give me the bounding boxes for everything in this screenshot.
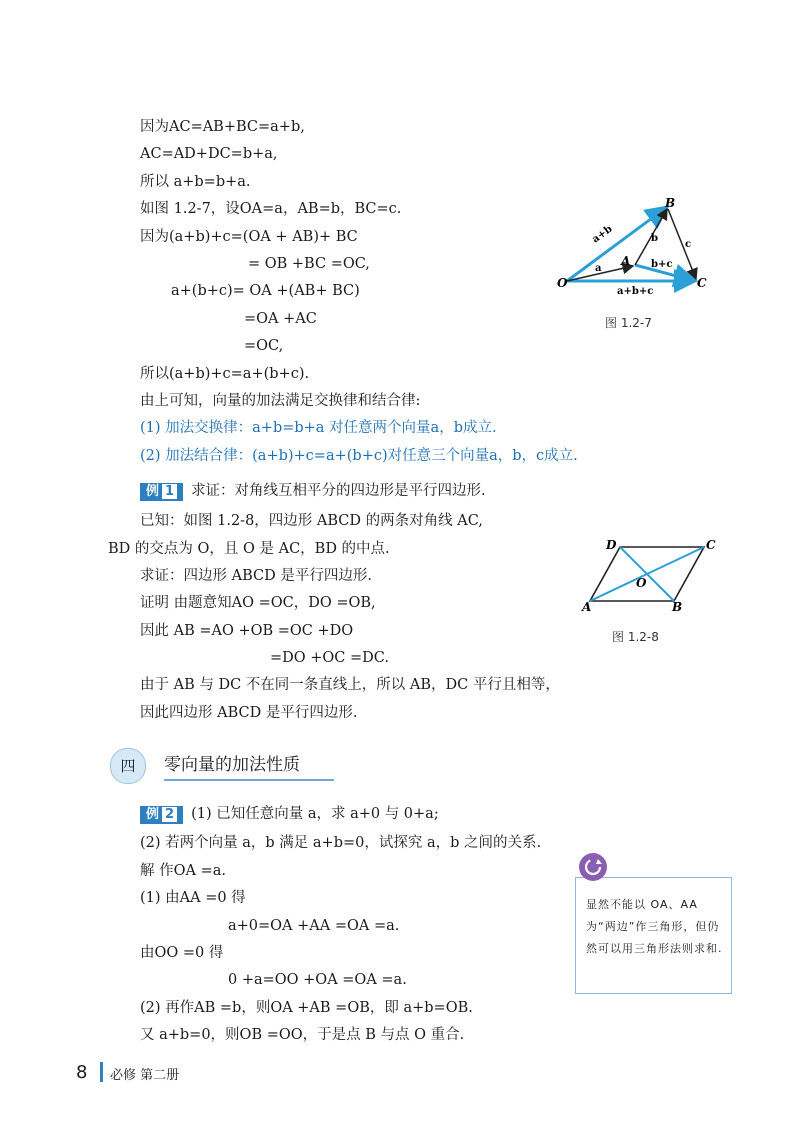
text-line: 又 a+b=0，则OB =OO，于是点 B 与点 O 重合. [140, 1027, 465, 1043]
example-2 [140, 804, 439, 824]
label-b: b [651, 233, 658, 244]
text-line: (2) 若两个向量 a，b 满足 a+b=0，试探究 a，b 之间的关系. [140, 835, 542, 851]
book-title: 必修 第二册 [110, 1068, 180, 1083]
label-C: C [706, 538, 716, 552]
label-A: A [582, 600, 592, 614]
example-1 [140, 481, 486, 501]
label-c: c [685, 239, 692, 250]
figure-1-2-8 [580, 535, 720, 615]
label-O: O [557, 276, 568, 290]
label-a-plus-b-plus-c: a+b+c [617, 286, 654, 297]
commutative-law: (1) 加法交换律：a+b=b+a 对任意两个向量a，b成立. [140, 420, 497, 436]
label-a-plus-b: a+b [590, 223, 615, 246]
text-line: 已知：如图 1.2-8，四边形 ABCD 的两条对角线 AC, [140, 513, 483, 529]
text-line: a+(b+c)= OA +(AB+ BC) [171, 283, 360, 299]
footer-divider [100, 1062, 103, 1082]
text-line: 由OO =0 得 [140, 945, 224, 961]
text-line: (1) 由AA =0 得 [140, 890, 246, 906]
text-line: AC=AD+DC=b+a, [140, 146, 278, 162]
text-line: 求证：四边形 ABCD 是平行四边形. [140, 568, 372, 584]
label-O: O [636, 576, 647, 590]
text-line: (2) 再作AB =b，则OA +AB =OB，即 a+b=OB. [140, 1000, 473, 1016]
side-note-text: 显然不能以 OA、AA 为“两边”作三角形，但仍然可以用三角形法则求和. [586, 898, 723, 955]
text-line: 所以 a+b=b+a. [140, 174, 251, 190]
label-a: a [595, 263, 602, 274]
label-D: D [606, 538, 617, 552]
text-line: 由上可知，向量的加法满足交换律和结合律: [140, 393, 421, 409]
text-line: =DO +OC =DC. [270, 650, 389, 666]
figure-caption: 图 1.2-7 [605, 316, 652, 330]
example-2-statement: (1) 已知任意向量 a，求 a+0 与 0+a; [191, 806, 439, 822]
text-line: 因此四边形 ABCD 是平行四边形. [140, 705, 358, 721]
text-line: = OB +BC =OC, [248, 256, 370, 272]
text-line: 如图 1.2-7，设OA=a，AB=b，BC=c. [140, 201, 402, 217]
text-line: BD 的交点为 O，且 O 是 AC，BD 的中点. [108, 541, 390, 557]
section-title: 零向量的加法性质 [164, 750, 334, 781]
text-line: 解 作OA =a. [140, 863, 226, 879]
page-number: 8 [76, 1062, 88, 1083]
text-line: 证明 由题意知AO =OC，DO =OB, [140, 595, 376, 611]
label-C: C [697, 276, 707, 290]
figure-caption: 图 1.2-8 [612, 630, 659, 644]
section-heading [110, 748, 350, 782]
text-line: 0 +a=OO +OA =OA =a. [228, 972, 407, 988]
section-number: 四 [110, 748, 146, 784]
label-A: A [621, 254, 631, 268]
figure-1-2-7 [555, 195, 715, 300]
text-line: 因为(a+b)+c=(OA + AB)+ BC [140, 229, 358, 245]
text-line: 因此 AB =AO +OB =OC +DO [140, 623, 354, 639]
label-B: B [672, 600, 683, 614]
text-line: =OC, [244, 338, 284, 354]
text-line: 由于 AB 与 DC 不在同一条直线上，所以 AB，DC 平行且相等， [140, 677, 560, 693]
side-note [575, 877, 732, 994]
associative-law: (2) 加法结合律：(a+b)+c=a+(b+c)对任意三个向量a，b，c成立. [140, 448, 578, 464]
diagonal-bd [620, 547, 674, 601]
label-b-plus-c: b+c [651, 259, 673, 270]
text-line: a+0=OA +AA =OA =a. [228, 918, 400, 934]
example-badge: 例 1 [140, 483, 183, 501]
refresh-icon [578, 852, 608, 882]
example-1-statement: 求证：对角线互相平分的四边形是平行四边形. [191, 483, 486, 499]
text-line: 所以(a+b)+c=a+(b+c). [140, 366, 310, 382]
text-line: =OA +AC [244, 311, 317, 327]
example-badge: 例 2 [140, 806, 183, 824]
text-line: 因为AC=AB+BC=a+b, [140, 119, 305, 135]
label-B: B [665, 196, 676, 210]
